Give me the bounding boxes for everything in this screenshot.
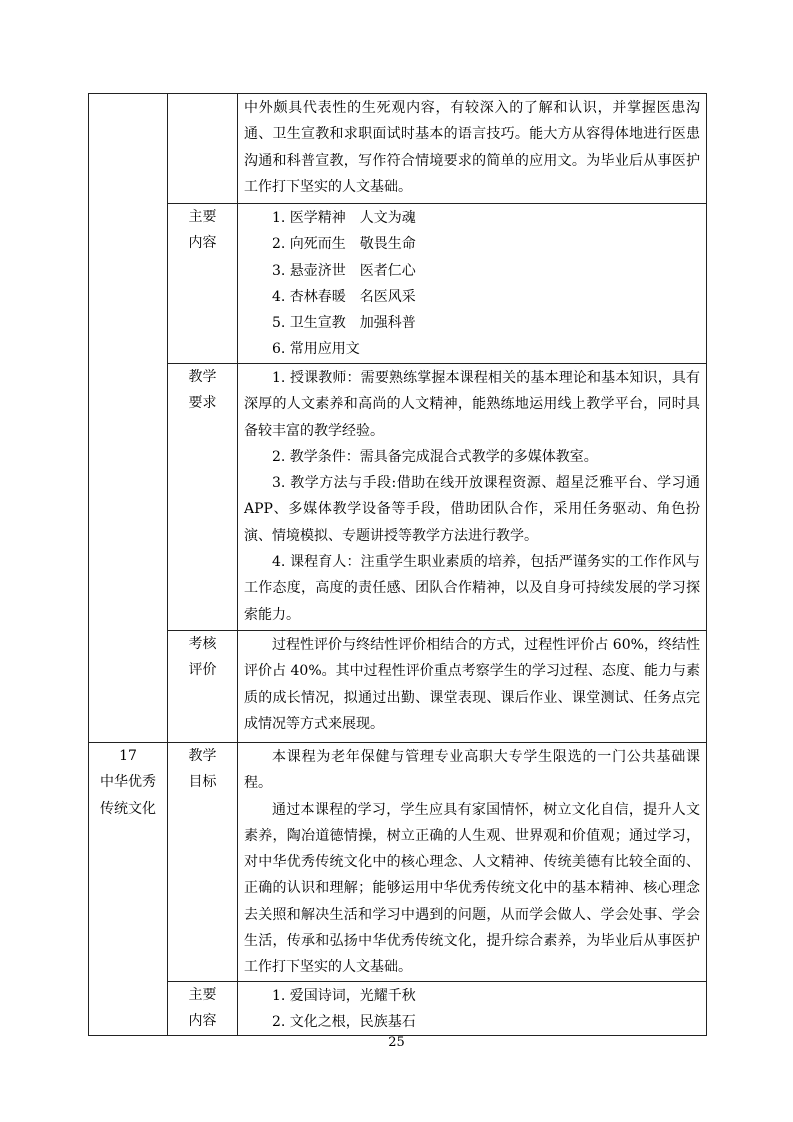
- table-row-main-content-17: [89, 981, 707, 1036]
- section-label: 教学要求: [188, 369, 217, 412]
- paragraph: 2. 教学条件：需具备完成混合式教学的多媒体教室。: [272, 448, 598, 465]
- list-item: 5. 卫生宣教 加强科普: [272, 315, 416, 332]
- table-row-assessment-16: [89, 631, 707, 743]
- paragraph: 1. 授课教师：需要熟练掌握本课程相关的基本理论和基本知识，具有深厚的人文素养和高尚的人文精神，能熟练地运用线上教学平台，同时具备较丰富的教学经验。: [244, 370, 700, 439]
- content-cell-main-content-17: [238, 981, 707, 1036]
- content-cell-assessment-16: [238, 631, 707, 743]
- paragraph: 3. 教学方法与手段:借助在线开放课程资源、超星泛雅平台、学习通 APP、多媒体教学设备等手段，借助团队合作，采用任务驱动、角色扮演、情境模拟、专题讲授等教学方法进行教学。: [244, 475, 700, 544]
- paragraph: 通过本课程的学习，学生应具有家国情怀，树立文化自信，提升人文素养，陶冶道德情操，树立正确的人生观、世界观和价值观；通过学习，对中华优秀传统文化中的核心理念、人文精神、传统美德有比较全面的、正确的认识和理解；能够运用中华优秀传统文化中的基本精神、核心理念去关照和解决生活和学习中遇到的问题，从而学会做人、学会处事、学会生活，传承和弘扬中华优秀传统文化，提升综合素养，为毕业后从事医护工作打下坚实的人文基础。: [244, 801, 700, 976]
- list-item: 1. 爱国诗词，光耀千秋: [272, 987, 416, 1004]
- section-label-cell: [168, 631, 238, 743]
- section-label-cell: [168, 981, 238, 1036]
- section-label-cell: [168, 364, 238, 631]
- content-cell-goal-continuation: [238, 94, 707, 204]
- section-label-cell-empty: [168, 94, 238, 204]
- section-label: 主要内容: [188, 986, 217, 1029]
- list-item: 3. 悬壶济世 医者仁心: [272, 262, 416, 279]
- paragraph: 过程性评价与终结性评价相结合的方式，过程性评价占 60%，终结性评价占 40%。其中过程性评价重点考察学生的学习过程、态度、能力与素质的成长情况，拟通过出勤、课堂表现、课后作业、课堂测试、任务点完成情况等方式来展现。: [244, 637, 700, 732]
- page-number: 25: [388, 1035, 405, 1050]
- list-item: 6. 常用应用文: [272, 341, 360, 358]
- list-item: 4. 杏林春暖 名医风采: [272, 288, 416, 305]
- list-item: 1. 医学精神 人文为魂: [272, 210, 416, 226]
- paragraph: 4. 课程育人：注重学生职业素质的培养，包括严谨务实的工作作风与工作态度，高度的责任感、团队合作精神，以及自身可持续发展的学习探索能力。: [244, 554, 700, 623]
- course-number: 17: [119, 748, 137, 764]
- table-row-teaching-goal-17: [89, 743, 707, 982]
- table-row-continuation: [89, 94, 707, 204]
- list-item: 2. 文化之根，民族基石: [272, 1013, 416, 1030]
- table-row-teaching-requirements-16: [89, 364, 707, 631]
- content-cell-teaching-requirements-16: [238, 364, 707, 631]
- list-item: 2. 向死而生 敬畏生命: [272, 236, 416, 253]
- syllabus-table: [88, 93, 707, 1036]
- content-cell-teaching-goal-17: [238, 743, 707, 982]
- section-label-cell: [168, 204, 238, 364]
- section-label: 主要内容: [188, 209, 217, 252]
- course-cell-empty: [89, 94, 168, 743]
- section-label: 考核评价: [188, 636, 217, 679]
- section-label-cell: [168, 743, 238, 982]
- table-row-main-content-16: [89, 204, 707, 364]
- course-cell-17: [89, 743, 168, 1036]
- section-label: 教学目标: [188, 748, 217, 791]
- paragraph: 本课程为老年保健与管理专业高职大专学生限选的一门公共基础课程。: [244, 749, 700, 792]
- content-cell-main-content-16: [238, 204, 707, 364]
- course-name: 中华优秀传统文化: [100, 774, 156, 817]
- goal-continuation-text: 中外颇具代表性的生死观内容，有较深入的了解和认识，并掌握医患沟通、卫生宣教和求职面试时基本的语言技巧。能大方从容得体地进行医患沟通和科普宣教，写作符合情境要求的简单的应用文。为毕业后从事医护工作打下坚实的人文基础。: [244, 100, 700, 195]
